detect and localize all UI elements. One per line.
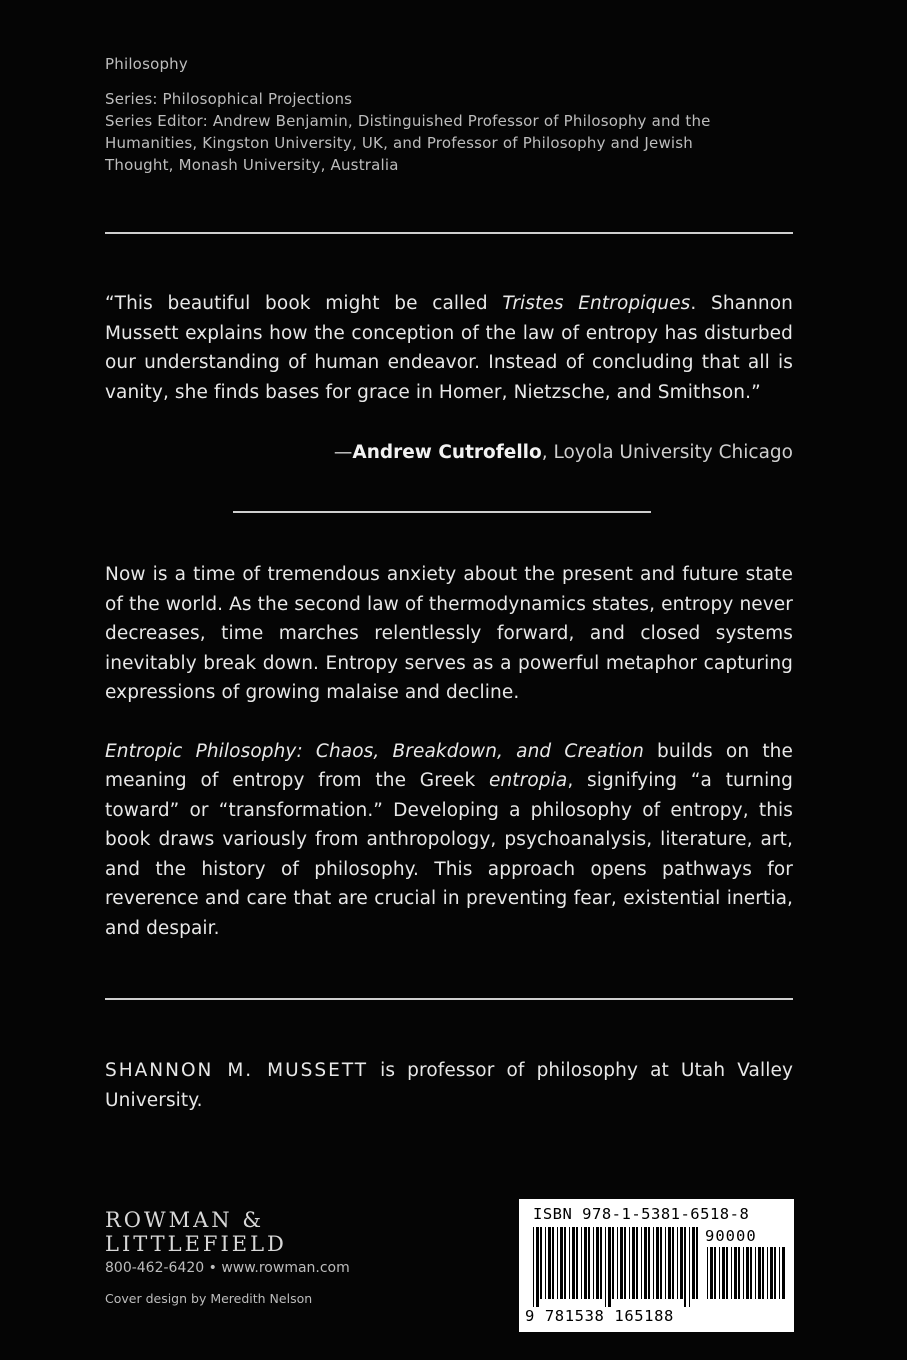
barcode-addon-icon: [705, 1247, 785, 1307]
publisher-logo-line-1: ROWMAN &: [105, 1208, 265, 1232]
series-editor: [105, 110, 805, 176]
attrib-affiliation: , Loyola University Chicago: [541, 442, 793, 463]
barcode-main-icon: [531, 1227, 701, 1307]
greek-word: entropia: [489, 770, 568, 791]
attrib-dash: —: [333, 442, 353, 463]
series-editor-line: Thought, Monash University, Australia: [105, 156, 399, 174]
publisher-contact: 800-462-6420 • www.rowman.com: [105, 1260, 350, 1276]
description-para-2: [105, 737, 793, 944]
blurb-open: “This beautiful book might be called: [105, 293, 503, 314]
blurb-attribution: [105, 438, 793, 468]
blurb-rest: . Shannon Mussett explains how the conception of the law of entropy has disturbed our understanding of human endeavor. Instead of concluding that all is vanity, she finds bases for grace in Homer, Nietzsche, and Smithson.”: [105, 293, 793, 403]
blurb-quote: [105, 289, 793, 407]
book-title: Entropic Philosophy: Chaos, Breakdown, and Creation: [105, 740, 644, 762]
publisher-logo-line-2: LITTLEFIELD: [105, 1232, 287, 1256]
author-name: SHANNON M. MUSSETT: [105, 1060, 369, 1081]
author-bio-text: is professor of philosophy at Utah Valley University.: [105, 1060, 793, 1111]
divider-bottom: [105, 998, 793, 1000]
author-bio: [105, 1056, 793, 1115]
description: [105, 560, 793, 943]
description-text: builds on the meaning of entropy from the Greek: [105, 740, 793, 791]
barcode-digits: 9 781538 165188: [525, 1307, 674, 1325]
cover-credit: Cover design by Meredith Nelson: [105, 1291, 313, 1306]
publisher-logo: [105, 1208, 287, 1256]
price-code: 90000: [705, 1227, 757, 1245]
divider-mid: [233, 511, 651, 513]
series-label: Series: Philosophical Projections: [105, 90, 353, 108]
description-text: , signifying “a turning toward” or “transformation.” Developing a philosophy of entropy, this book draws variously from anthropology, psychoanalysis, literature, art, and the history of philosophy. This approach opens pathways for reverence and care that are crucial in preventing fear, existential inertia, and despair.: [105, 770, 793, 939]
barcode-box: [519, 1199, 794, 1332]
series-editor-line: Humanities, Kingston University, UK, and Professor of Philosophy and Jewish: [105, 134, 694, 152]
attrib-name: Andrew Cutrofello: [352, 442, 542, 463]
blurb-title: Tristes Entropiques: [502, 293, 691, 314]
isbn-text: ISBN 978-1-5381-6518-8: [533, 1205, 750, 1223]
category-label: Philosophy: [105, 55, 188, 73]
series-editor-line: Series Editor: Andrew Benjamin, Distinguished Professor of Philosophy and the: [105, 112, 711, 130]
divider-top: [105, 232, 793, 234]
description-para-1: Now is a time of tremendous anxiety about the present and future state of the world. As the second law of thermodynamics states, entropy never decreases, time marches relentlessly forward, and closed systems inevitably break down. Entropy serves as a powerful metaphor capturing expressions of growing malaise and decline.: [105, 564, 793, 703]
